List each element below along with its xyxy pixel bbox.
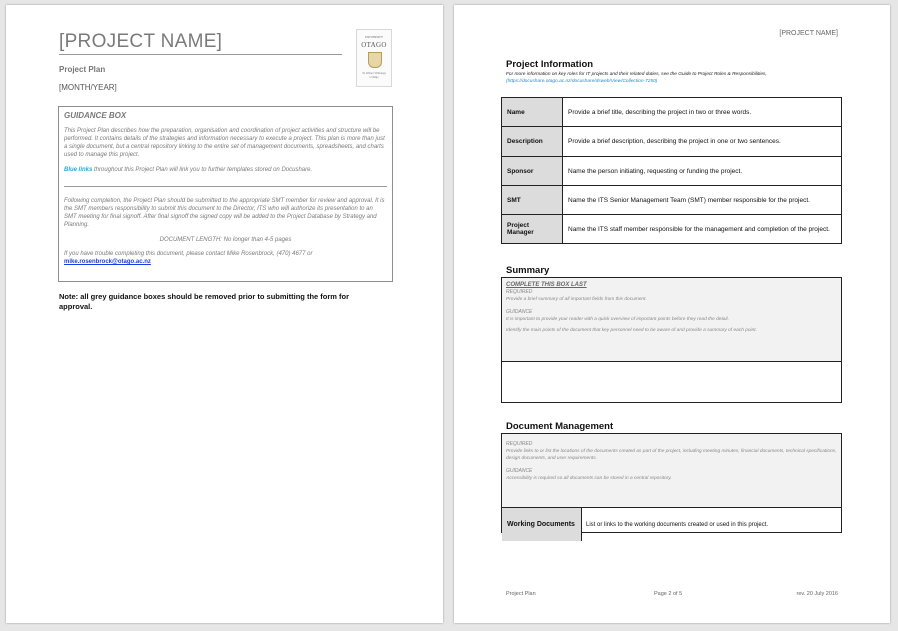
contact-email-link[interactable]: mike.rosenbrock@otago.ac.nz [64, 259, 151, 265]
summary-guidance-text-1: It is important to provide your reader with a quick overview of important points before they read the detail. [506, 317, 729, 322]
row-value[interactable]: Name the ITS staff member responsible for the management and completion of the project. [563, 215, 842, 244]
table-row [502, 157, 842, 186]
document-management-title: Document Management [506, 421, 614, 432]
university-logo [356, 29, 392, 87]
row-label: SMT [502, 186, 563, 215]
row-label: Project Manager [502, 215, 563, 244]
guidance-divider [64, 186, 387, 187]
project-information-description: For more information on key roles for IT projects and their related duties, see the Guide to Project Roles & Responsibilities, (https://docushare.otago.ac.nz/docushare/dsweb/View/Collection-7250) [506, 72, 767, 84]
row-label: Description [502, 127, 563, 157]
summary-input-area[interactable] [502, 362, 841, 406]
removal-note: Note: all grey guidance boxes should be removed prior to submitting the form for approval. [59, 292, 350, 311]
footer-page-number: Page 2 of 5 [654, 591, 683, 597]
row-value[interactable]: Provide a brief description, describing the project in one or two sentences. [563, 127, 842, 157]
table-row [502, 186, 842, 215]
footer-left: Project Plan [506, 591, 536, 597]
dm-guidance-text: Accessibility is required so all documents can be stored in a central repository. [506, 476, 672, 481]
working-documents-row [502, 508, 841, 541]
logo-maori-text: Te Whare Wānanga o Otāgo [362, 71, 386, 79]
project-information-table [501, 97, 842, 244]
guidance-blue-links-note: Blue links throughout this Project Plan will link you to further templates stored on Docushare. [64, 167, 313, 173]
logo-university-text: UNIVERSITY [365, 35, 383, 39]
dm-guidance-label: GUIDANCE [506, 468, 533, 474]
document-length-note: DOCUMENT LENGTH: No longer than 4-5 pages [159, 237, 292, 243]
table-row [502, 215, 842, 244]
document-page-2 [454, 5, 890, 623]
summary-required-label: REQUIRED [506, 289, 533, 295]
table-row [502, 98, 842, 127]
page-header: [PROJECT NAME] [779, 30, 838, 37]
logo-otago-text: OTAGO [361, 41, 387, 49]
row-value[interactable]: Name the ITS Senior Management Team (SMT) member responsible for the project. [563, 186, 842, 215]
guidance-heading: GUIDANCE BOX [64, 111, 127, 120]
summary-guidance [502, 278, 841, 362]
row-label: Sponsor [502, 157, 563, 186]
summary-guidance-text-2: Identify the main points of the document that key personnel need to be aware of and provide a summary of each point. [506, 328, 757, 333]
table-row [502, 127, 842, 157]
guidance-paragraph-2: Following completion, the Project Plan should be submitted to the appropriate SMT member for review and approval. It is the SMT members responsibility to submit this document to the Director, ITS who will authorize its presentation to an SMT meeting for final signoff. After final signoff the signed copy will be added to the Project Database by Strategy and Planning. [64, 198, 385, 228]
dm-required-text: Provide links to or list the locations of the documents created as part of the project, including meeting minutes, financial documents, technical specifications, design documents, and user requirements. [506, 449, 837, 461]
contact-note: If you have trouble completing this document, please contact Mike Rosenbrock, (470) 4677 or mike.rosenbrock@otago.ac.nz [64, 251, 313, 265]
project-information-title: Project Information [506, 59, 594, 70]
row-label: Name [502, 98, 563, 127]
roles-guide-link[interactable]: (https://docushare.otago.ac.nz/docushare/dsweb/View/Collection-7250) [506, 78, 658, 84]
summary-required-text: Provide a brief summary of all important fields from this document. [506, 297, 647, 302]
working-documents-label: Working Documents [502, 508, 582, 541]
guidance-box [58, 106, 393, 282]
footer-revision: rev. 20 July 2016 [796, 591, 838, 597]
guidance-paragraph-1: This Project Plan describes how the preparation, organisation and coordination of project activities and structure will be performed. It contains details of the strategies and information necessary to execute a project. This plan is more than just a single document, but a central repository linking to the entire set of management documents, spreadsheets, and charts used to manage this project. [64, 128, 385, 158]
document-date: [MONTH/YEAR] [59, 83, 117, 92]
summary-title: Summary [506, 265, 550, 276]
row-value[interactable]: Name the person initiating, requesting or funding the project. [563, 157, 842, 186]
summary-box [501, 277, 842, 403]
document-management-guidance [502, 434, 841, 508]
blue-links-label: Blue links [64, 167, 93, 173]
project-title: [PROJECT NAME] [59, 31, 223, 52]
shield-icon [368, 52, 382, 68]
document-management-box [501, 433, 842, 533]
summary-guidance-label: GUIDANCE [506, 309, 533, 315]
row-value[interactable]: Provide a brief title, describing the project in two or three words. [563, 98, 842, 127]
complete-last-heading: COMPLETE THIS BOX LAST [506, 282, 587, 288]
title-rule [59, 54, 342, 55]
working-documents-value[interactable]: List or links to the working documents created or used in this project. [586, 521, 769, 528]
dm-required-label: REQUIRED [506, 441, 533, 447]
document-subtitle: Project Plan [59, 65, 106, 74]
document-page-1 [6, 5, 443, 623]
